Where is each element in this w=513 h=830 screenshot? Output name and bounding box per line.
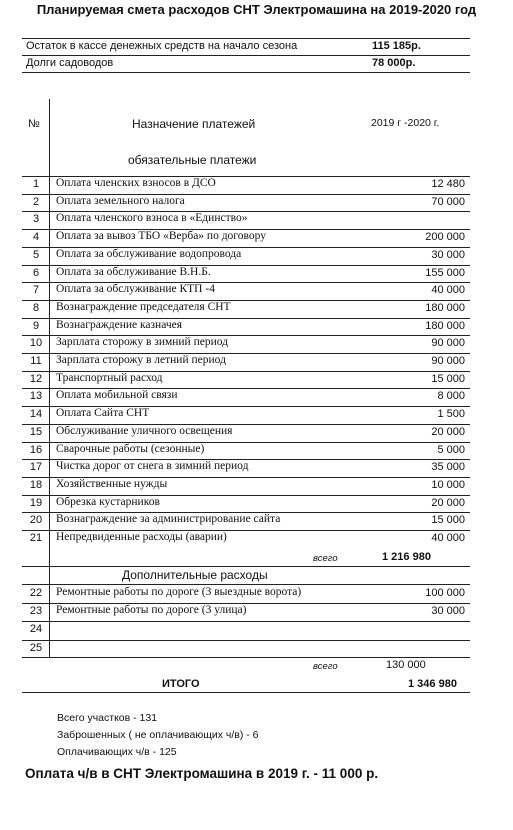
row-purpose: Оплата земельного налога (56, 194, 185, 207)
subtotal-value-2: 130 000 (386, 659, 426, 671)
row-amount: 70 000 (431, 195, 465, 208)
cash-balance-label: Остаток в кассе денежных средств на начало сезона (26, 40, 298, 52)
row-divider (22, 211, 470, 212)
row-number: 9 (32, 319, 40, 332)
row-number: 25 (29, 641, 43, 654)
row-amount: 40 000 (431, 284, 465, 297)
row-number: 7 (32, 284, 40, 297)
subtotal-label-2: всего (313, 661, 338, 672)
row-purpose: Оплата за обслуживание водопровода (56, 247, 242, 260)
row-number: 24 (29, 623, 43, 636)
row-divider (22, 300, 470, 301)
row-amount: 20 000 (431, 496, 465, 509)
row-divider (22, 477, 470, 478)
row-purpose: Вознаграждение за администрирование сайта (56, 513, 281, 526)
divider (22, 38, 470, 39)
divider (22, 657, 470, 658)
row-amount: 15 000 (431, 372, 465, 385)
cash-balance-value: 115 185р. (372, 40, 421, 52)
page-title: Планируемая смета расходов СНТ Электромашина на 2019-2020 год (36, 2, 477, 17)
row-divider (22, 512, 470, 513)
row-number: 19 (29, 496, 43, 509)
row-purpose: Хозяйственные нужды (56, 477, 168, 490)
row-purpose: Транспортный расход (56, 371, 163, 384)
row-amount: 40 000 (431, 532, 465, 544)
row-amount: 10 000 (431, 478, 465, 491)
row-divider (22, 388, 470, 389)
total-label: ИТОГО (162, 678, 200, 690)
row-number: 5 (32, 248, 40, 261)
row-purpose: Оплата Сайта СНТ (56, 407, 150, 420)
row-divider (22, 265, 470, 266)
row-purpose: Оплата членского взноса в «Единство» (56, 212, 248, 225)
debts-label: Долги садоводов (26, 57, 114, 69)
row-purpose: Оплата за обслуживание В.Н.Б. (56, 265, 211, 278)
column-header-period: 2019 г -2020 г. (371, 117, 440, 129)
row-number: 2 (32, 195, 40, 208)
row-divider (22, 335, 470, 336)
column-header-purpose: Назначение платежей (132, 117, 256, 131)
row-number: 21 (29, 532, 43, 544)
row-divider (22, 406, 470, 407)
row-divider (22, 229, 470, 230)
row-purpose: Вознаграждение председателя СНТ (56, 300, 231, 313)
paying-count: Оплачивающих ч/в - 125 (57, 746, 177, 758)
row-divider (22, 353, 470, 354)
row-amount: 20 000 (431, 425, 465, 438)
row-divider (22, 318, 470, 319)
row-number: 23 (29, 605, 43, 618)
row-amount: 90 000 (431, 355, 465, 367)
row-number: 17 (29, 461, 43, 474)
row-amount: 200 000 (425, 231, 465, 244)
row-purpose: Ремонтные работы по дороге (3 выездные ворота) (56, 586, 302, 598)
row-purpose: Зарплата сторожу в зимний период (56, 336, 229, 349)
row-purpose: Оплата мобильной связи (56, 389, 178, 402)
row-amount: 8 000 (437, 390, 465, 403)
row-number: 18 (29, 478, 43, 491)
row-number: 3 (32, 213, 40, 226)
membership-fee: Оплата ч/в в СНТ Электромашина в 2019 г. - 11 000 р. (25, 766, 379, 781)
divider (22, 692, 470, 693)
divider (22, 584, 470, 585)
row-number: 15 (29, 425, 43, 438)
row-divider (22, 371, 470, 372)
row-purpose: Обслуживание уличного освещения (56, 424, 233, 437)
row-divider (22, 495, 470, 496)
subtotal-value: 1 216 980 (382, 551, 431, 563)
row-divider (22, 442, 470, 443)
row-divider (22, 282, 470, 283)
row-amount: 30 000 (431, 248, 465, 261)
row-purpose: Обрезка кустарников (56, 495, 160, 508)
row-purpose: Ремонтные работы по дороге (3 улица) (56, 604, 247, 617)
participants-count: Всего участков - 131 (57, 712, 158, 724)
row-amount: 100 000 (425, 587, 465, 599)
row-divider (22, 247, 470, 248)
row-amount: 35 000 (431, 461, 465, 474)
row-number: 16 (29, 443, 43, 456)
row-purpose: Зарплата сторожу в летний период (56, 354, 226, 366)
subtotal-label: всего (313, 553, 338, 564)
divider (22, 55, 470, 56)
row-purpose: Оплата членских взносов в ДСО (56, 177, 216, 189)
row-purpose: Непредвиденные расходы (аварии) (56, 531, 227, 543)
row-amount: 180 000 (425, 319, 465, 332)
row-number: 10 (29, 337, 43, 350)
row-number: 20 (29, 514, 43, 527)
row-divider (22, 603, 470, 604)
row-number: 13 (29, 390, 43, 403)
row-amount: 90 000 (431, 337, 465, 350)
row-amount: 12 480 (431, 178, 465, 190)
row-amount: 1 500 (437, 408, 465, 421)
section-mandatory: обязательные платежи (128, 153, 257, 167)
debts-value: 78 000р. (372, 57, 416, 69)
row-divider (22, 621, 470, 622)
column-header-number: № (28, 118, 40, 130)
row-divider (22, 459, 470, 460)
row-divider (22, 194, 470, 195)
row-amount: 180 000 (425, 301, 465, 314)
row-divider (22, 424, 470, 425)
row-number: 8 (32, 301, 40, 314)
row-purpose: Чистка дорог от снега в зимний период (56, 460, 249, 473)
divider (22, 72, 470, 73)
row-purpose: Вознаграждение казначея (56, 318, 183, 331)
row-amount: 15 000 (431, 514, 465, 527)
row-divider (22, 640, 470, 641)
abandoned-count: Заброшенных ( не оплачивающих ч/в) - 6 (57, 729, 259, 741)
row-amount: 5 000 (437, 443, 465, 456)
row-number: 11 (30, 355, 42, 367)
row-amount: 30 000 (431, 605, 465, 618)
row-purpose: Оплата за вывоз ТБО «Верба» по договору (56, 230, 266, 243)
row-number: 14 (29, 408, 43, 421)
row-amount: 155 000 (425, 266, 465, 279)
divider (22, 566, 470, 567)
row-number: 22 (29, 587, 43, 599)
row-purpose: Сварочные работы (сезонные) (56, 442, 205, 455)
row-number: 1 (32, 178, 40, 190)
section-additional: Дополнительные расходы (122, 568, 268, 582)
row-number: 4 (32, 231, 40, 244)
total-value: 1 346 980 (408, 678, 457, 690)
row-number: 6 (32, 266, 40, 279)
row-divider (22, 530, 470, 531)
row-number: 12 (29, 372, 43, 385)
row-purpose: Оплата за обслуживание КТП -4 (56, 283, 215, 296)
